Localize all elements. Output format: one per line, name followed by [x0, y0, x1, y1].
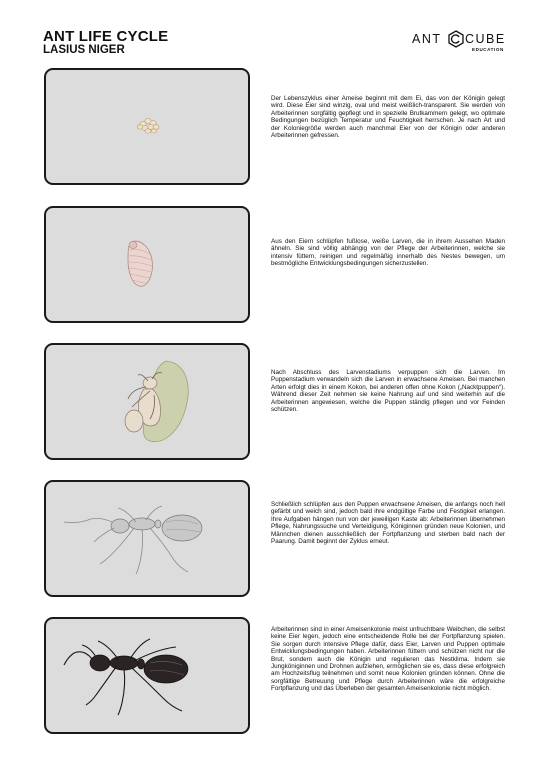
- worker-ant-illustration: [46, 619, 248, 732]
- stage-text-egg: Der Lebenszyklus einer Ameise beginnt mit dem Ei, das von der Königin gelegt wird. Diese Eier sind winzig, oval und meist weißlich-transparent. Sie werden von Arbeiterinnen sorgfältig gepflegt und in spezielle Brutkammern gelegt, wo optimale Bedingungen bezüglich Temperatur und Feuchtigkeit herrschen. Je nach Art und der Koloniegröße werden auch manchmal Eier von der Königin oder anderen Arbeiterinnen gefressen.: [271, 95, 505, 140]
- larva-illustration: [46, 208, 248, 321]
- stage-text-worker: Arbeiterinnen sind in einer Ameisenkolonie meist unfruchtbare Weibchen, die selbst keine Eier legen, jedoch eine entscheidende Rolle bei der Fortpflanzung spielen. Sie sorgen durch intensive Pflege dafür, dass Eier, Larven und Puppen optimale Entwicklungsbedingungen haben. Arbeiterinnen füttern und schützen nicht nur die Brut, sondern auch die Königin und regulieren das Nestklima. Indem sie Jungköniginnen und Drohnen aufziehen, ermöglichen sie es, dass diese erfolgreich am Hochzeitsflug teilnehmen und somit neue Kolonien gründen können. Ohne die sorgfältige Betreuung und Pflege durch Arbeiterinnen wäre die erfolgreiche Fortpflanzung und das Überleben der gesamten Ameisenkolonie nicht möglich.: [271, 626, 505, 693]
- cube-icon: [447, 30, 465, 48]
- stage-image-pupa: [44, 343, 250, 460]
- stage-image-worker: [44, 617, 250, 734]
- callow-ant-illustration: [46, 482, 248, 595]
- stage-text-larva: Aus den Eiern schlüpfen fußlose, weiße Larven, die in ihrem Aussehen Maden ähneln. Sie sind völlig abhängig von der Pflege der Arbeiterinnen, welche sie intensiv füttern, reinigen und regelmäßig innerhalb des Nestes bewegen, um bestmögliche Entwicklungsbedingungen sicherzustellen.: [271, 238, 505, 268]
- egg-cluster-illustration: [46, 70, 248, 183]
- stage-image-egg: [44, 68, 250, 185]
- stage-text-pupa: Nach Abschluss des Larvenstadiums verpuppen sich die Larven. Im Puppenstadium verwandeln sich die Larven in erwachsene Ameisen. Bei manchen Arten erfolgt dies in einem Kokon, bei anderen offen ohne Kokon („Nacktpuppen“). Während dieser Zeit nehmen sie keine Nahrung auf und sind weiterhin auf die Arbeiterinnen angewiesen, welche die Puppen ständig pflegen und vor Feinden schützen.: [271, 369, 505, 414]
- logo-text-cube: CUBE: [465, 32, 506, 46]
- logo-subtext: EDUCATION: [472, 47, 504, 52]
- stage-text-callow: Schließlich schlüpfen aus den Puppen erwachsene Ameisen, die anfangs noch hell gefärbt und weich sind, jedoch bald ihre endgültige Farbe und Festigkeit erlangen. Ihre Aufgaben hängen nun von der jeweiligen Kaste ab: Arbeiterinnen übernehmen Pflege, Nahrungssuche und Verteidigung, Königinnen gründen neue Kolonien, und Männchen dienen ausschließlich der Fortpflanzung und sterben bald nach der Paarung. Damit beginnt der Zyklus erneut.: [271, 501, 505, 546]
- page-subtitle: LASIUS NIGER: [43, 44, 125, 56]
- stage-image-larva: [44, 206, 250, 323]
- pupa-illustration: [46, 345, 248, 458]
- stage-image-callow: [44, 480, 250, 597]
- antcube-logo: [412, 30, 506, 58]
- page-title: ANT LIFE CYCLE: [43, 28, 169, 45]
- logo-text-ant: ANT: [412, 32, 442, 46]
